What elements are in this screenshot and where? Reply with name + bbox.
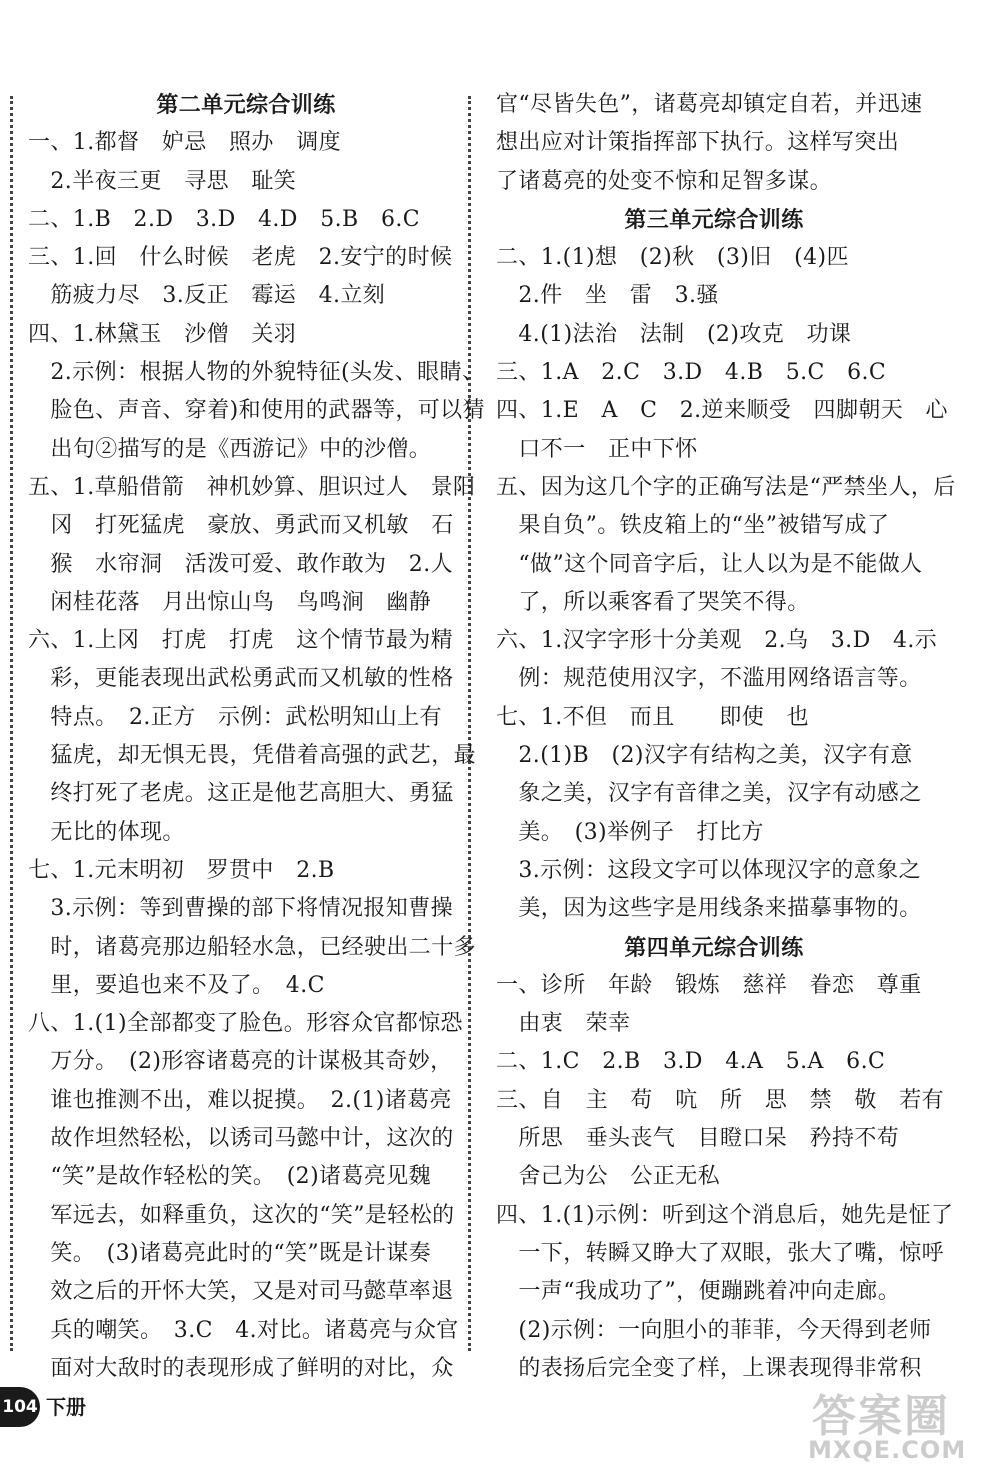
answer-line: 二、1.C 2.B 3.D 4.A 5.A 6.C [496, 1049, 886, 1075]
watermark-main-text: 答案圈 [812, 1391, 950, 1442]
answer-line: 三、1.回 什么时候 老虎 2.安宁的时候 [28, 245, 453, 271]
answer-line: 八、1.(1)全部都变了脸色。形容众官都惊恐 [28, 1011, 463, 1037]
answer-line: 的表扬后完全变了样，上课表现得非常积 [496, 1355, 922, 1381]
volume-label: 下册 [46, 1395, 86, 1419]
answer-line: 四、1.(1)示例：听到这个消息后，她先是怔了 [496, 1202, 954, 1228]
answer-line: 3.示例：等到曹操的部下将情况报知曹操 [28, 896, 453, 922]
answer-line: 口不一 正中下怀 [496, 436, 698, 462]
answer-line: 官“尽皆失色”，诸葛亮却镇定自若，并迅速 [496, 92, 923, 117]
watermark-logo [790, 1380, 980, 1468]
answer-line: 了诸葛亮的处变不惊和足智多谋。 [496, 168, 833, 194]
answer-line: 果自负”。铁皮箱上的“坐”被错写成了 [496, 513, 890, 539]
answer-line: 美。 (3)举例子 打比方 [496, 819, 764, 845]
answer-line: 无比的体现。 [28, 819, 185, 845]
answer-line: 六、1.汉字字形十分美观 2.乌 3.D 4.示 [496, 628, 938, 654]
answer-line: 脸色、声音、穿着)和使用的武器等，可以猜 [28, 398, 485, 424]
answer-line: 一、1.都督 妒忌 照办 调度 [28, 130, 341, 156]
answer-line: 故作坦然轻松，以诱司马懿中计，这次的 [28, 1126, 454, 1152]
answer-line: 所思 垂头丧气 目瞪口呆 矜持不苟 [496, 1126, 900, 1152]
left-margin-divider [10, 96, 13, 1351]
answer-line: 猛虎，却无惧无畏，凭借着高强的武艺，最 [28, 743, 477, 769]
answer-line: 冈 打死猛虎 豪放、勇武而又机敏 石 [28, 513, 454, 539]
answer-line: 例：规范使用汉字，不滥用网络语言等。 [496, 666, 922, 692]
answer-line: 一、诊所 年龄 锻炼 慈祥 眷恋 尊重 [496, 972, 922, 998]
answer-line: 三、1.A 2.C 3.D 4.B 5.C 6.C [496, 360, 887, 386]
answer-line: 一下，转瞬又睁大了双眼，张大了嘴，惊呼 [496, 1240, 945, 1266]
section-title: 第三单元综合训练 [624, 206, 804, 233]
answer-line: 里，要追也来不及了。 4.C [28, 972, 325, 998]
column-divider [468, 96, 471, 1351]
answer-line: 效之后的开怀大笑，又是对司马懿草率退 [28, 1279, 454, 1305]
answer-line: 筋疲力尽 3.反正 霉运 4.立刻 [28, 283, 386, 309]
answer-line: 出句②描写的是《西游记》中的沙僧。 [28, 436, 432, 462]
left-column [28, 86, 485, 1388]
answer-line: 四、1.E A C 2.逆来顺受 四脚朝天 心 [496, 398, 948, 424]
answer-line: 3.示例：这段文字可以体现汉字的意象之 [496, 857, 921, 883]
answer-line: 2.(1)B (2)汉字有结构之美，汉字有意 [496, 743, 913, 769]
section-title: 第二单元综合训练 [156, 92, 336, 118]
answer-line: 由衷 荣幸 [496, 1011, 631, 1037]
answer-line: (2)示例：一向胆小的菲菲，今天得到老师 [496, 1317, 932, 1343]
section-title: 第四单元综合训练 [624, 934, 804, 961]
answer-line: 七、1.元末明初 罗贯中 2.B [28, 857, 335, 883]
answer-line: 2.示例：根据人物的外貌特征(头发、眼睛、 [28, 360, 485, 386]
answer-line: 想出应对计策指挥部下执行。这样写突出 [496, 130, 900, 156]
answer-line: 2.半夜三更 寻思 耻笑 [28, 168, 297, 194]
answer-line: 七、1.不但 而且 即使 也 [496, 704, 809, 730]
answer-line: 闲桂花落 月出惊山鸟 鸟鸣涧 幽静 [28, 589, 432, 615]
answer-line: 时，诸葛亮那边船轻水急，已经驶出二十多 [28, 934, 477, 960]
answer-line: 二、1.B 2.D 3.D 4.D 5.B 6.C [28, 206, 421, 232]
answer-line: 一声“我成功了”，便蹦跳着冲向走廊。 [496, 1279, 901, 1305]
answer-line: 六、1.上冈 打虎 打虎 这个情节最为精 [28, 628, 453, 654]
answer-line: 二、1.(1)想 (2)秋 (3)旧 (4)匹 [496, 245, 849, 271]
page-footer [0, 1383, 200, 1431]
answer-line: 三、自 主 苟 吭 所 思 禁 敬 若有 [496, 1087, 945, 1113]
answer-line: 笑。 (3)诸葛亮此时的“笑”既是计谋奏 [28, 1240, 432, 1266]
answer-line: 终打死了老虎。这正是他艺高胆大、勇猛 [28, 781, 454, 807]
right-column [496, 86, 956, 1388]
answer-line: 2.件 坐 雷 3.骚 [496, 283, 719, 309]
answer-line: 了，所以乘客看了哭笑不得。 [496, 589, 810, 615]
answer-line: 猴 水帘洞 活泼可爱、敢作敢为 2.人 [28, 551, 453, 577]
answer-line: 五、因为这几个字的正确写法是“严禁坐人，后 [496, 474, 956, 500]
watermark-site-text: MXQE.COM [808, 1436, 967, 1464]
answer-line: 美，因为这些字是用线条来描摹事物的。 [496, 896, 922, 922]
answer-line: 谁也推测不出，难以捉摸。 2.(1)诸葛亮 [28, 1087, 452, 1113]
answer-line: 象之美，汉字有音律之美，汉字有动感之 [496, 781, 922, 807]
answer-line: “笑”是故作轻松的笑。 (2)诸葛亮见魏 [28, 1164, 432, 1190]
answer-line: 舍己为公 公正无私 [496, 1164, 721, 1190]
answer-line: 彩，更能表现出武松勇武而又机敏的性格 [28, 666, 454, 692]
answer-line: 兵的嘲笑。 3.C 4.对比。诸葛亮与众官 [28, 1317, 459, 1343]
answer-line: 面对大敌时的表现形成了鲜明的对比，众 [28, 1355, 454, 1381]
page-number-badge: 104 [0, 1387, 40, 1427]
answer-line: “做”这个同音字后，让人以为是不能做人 [496, 551, 923, 577]
answer-line: 四、1.林黛玉 沙僧 关羽 [28, 321, 297, 347]
answer-line: 万分。 (2)形容诸葛亮的计谋极其奇妙， [28, 1049, 453, 1075]
answer-line: 特点。 2.正方 示例：武松明知山上有 [28, 704, 442, 730]
answer-line: 军远去，如释重负，这次的“笑”是轻松的 [28, 1202, 455, 1228]
answer-line: 五、1.草船借箭 神机妙算、胆识过人 景阳 [28, 474, 476, 500]
answer-line: 4.(1)法治 法制 (2)攻克 功课 [496, 321, 852, 347]
